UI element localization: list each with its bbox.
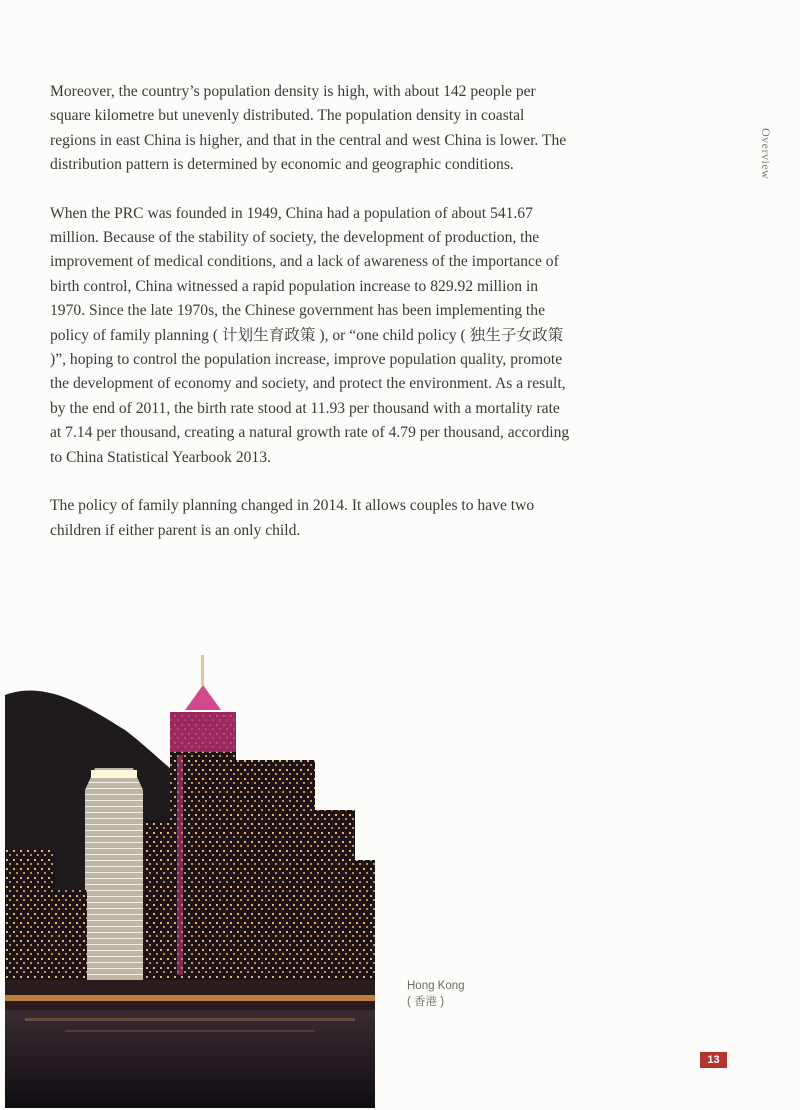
article-body <box>50 80 570 567</box>
photo-caption <box>407 978 465 1010</box>
hong-kong-skyline-photo <box>5 650 375 1108</box>
chapter-side-label: Overview <box>759 128 773 180</box>
paragraph-policy-change: The policy of family planning changed in 2014. It allows couples to have two children if either parent is an only child. <box>50 497 535 539</box>
caption-chinese: ( 香港 ) <box>407 996 445 1008</box>
paragraph-population-history: When the PRC was founded in 1949, China had a population of about 541.67 million. Because of the stability of society, the development of production, the improvement of medical conditions, and a lack of awareness of the importance of birth control, China witnessed a rapid population increase to 829.92 million in 1970. Since the late 1970s, the Chinese government has been implementing the policy of family planning ( 计划生育政策 ), or “one child policy ( 独生子女政策 )”, hoping to control the population increase, improve population quality, promote the development of economy and society, and protect the environment. As a result, by the end of 2011, the birth rate stood at 11.93 per thousand with a mortality rate at 7.14 per thousand, creating a natural growth rate of 4.79 per thousand, according to China Statistical Yearbook 2013. <box>50 204 570 466</box>
paragraph-population-density: Moreover, the country’s population density is high, with about 142 people per square kilometre but unevenly distributed. The population density in coastal regions in east China is higher, and that in the central and west China is lower. The distribution pattern is determined by economic and geographic conditions. <box>50 83 567 174</box>
page-number-badge: 13 <box>700 1052 727 1068</box>
caption-title: Hong Kong <box>407 980 465 992</box>
